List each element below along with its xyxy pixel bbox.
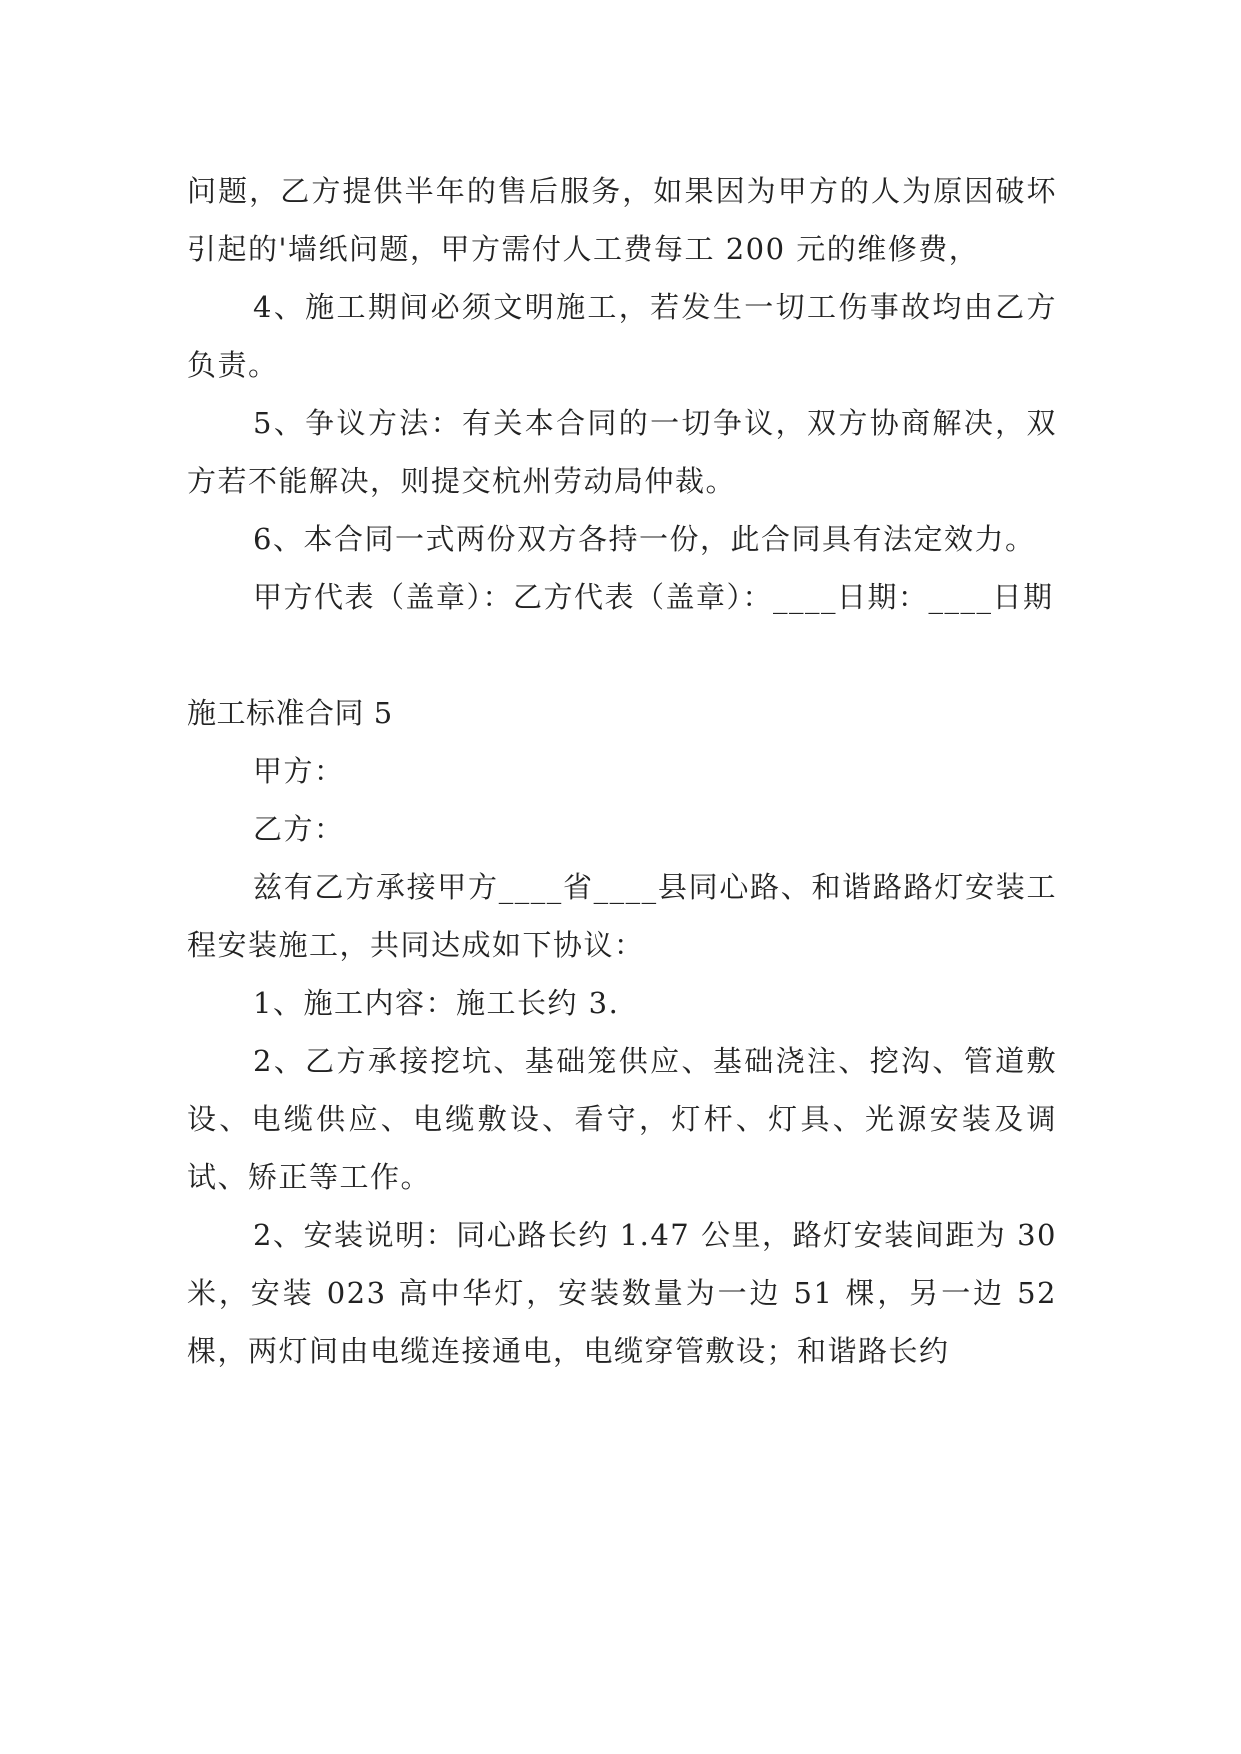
section-spacer <box>187 626 1057 684</box>
paragraph-item-2-install: 2、安装说明：同心路长约 1.47 公里，路灯安装间距为 30 米，安装 023 高中华灯，安装数量为一边 51 棵，另一边 52 棵，两灯间由电缆连接通电，电缆穿管敷设；和谐路长约 <box>187 1218 1057 1368</box>
paragraph-clause-4: 4、施工期间必须文明施工，若发生一切工伤事故均由乙方负责。 <box>187 290 1057 382</box>
paragraph-clause-6: 6、本合同一式两份双方各持一份，此合同具有法定效力。 <box>253 522 1036 556</box>
paragraph-item-1: 1、施工内容：施工长约 3. <box>253 986 620 1020</box>
party-a-line: 甲方： <box>253 754 345 788</box>
paragraph-continuation: 问题，乙方提供半年的售后服务，如果因为甲方的人为原因破坏引起的'墙纸问题，甲方需付人工费每工 200 元的维修费， <box>187 174 1057 266</box>
signature-line: 甲方代表（盖章）：乙方代表（盖章）：____日期：____日期 <box>253 580 1054 614</box>
paragraph-item-2-scope: 2、乙方承接挖坑、基础笼供应、基础浇注、挖沟、管道敷设、电缆供应、电缆敷设、看守，灯杆、灯具、光源安装及调试、矫正等工作。 <box>187 1044 1057 1194</box>
document-body <box>187 162 1057 1380</box>
section-title: 施工标准合同 5 <box>187 696 393 730</box>
party-b-line: 乙方： <box>253 812 345 846</box>
paragraph-agreement-intro: 兹有乙方承接甲方____省____县同心路、和谐路路灯安装工程安装施工，共同达成如下协议： <box>187 870 1057 962</box>
paragraph-clause-5: 5、争议方法：有关本合同的一切争议，双方协商解决，双方若不能解决，则提交杭州劳动局仲裁。 <box>187 406 1057 498</box>
